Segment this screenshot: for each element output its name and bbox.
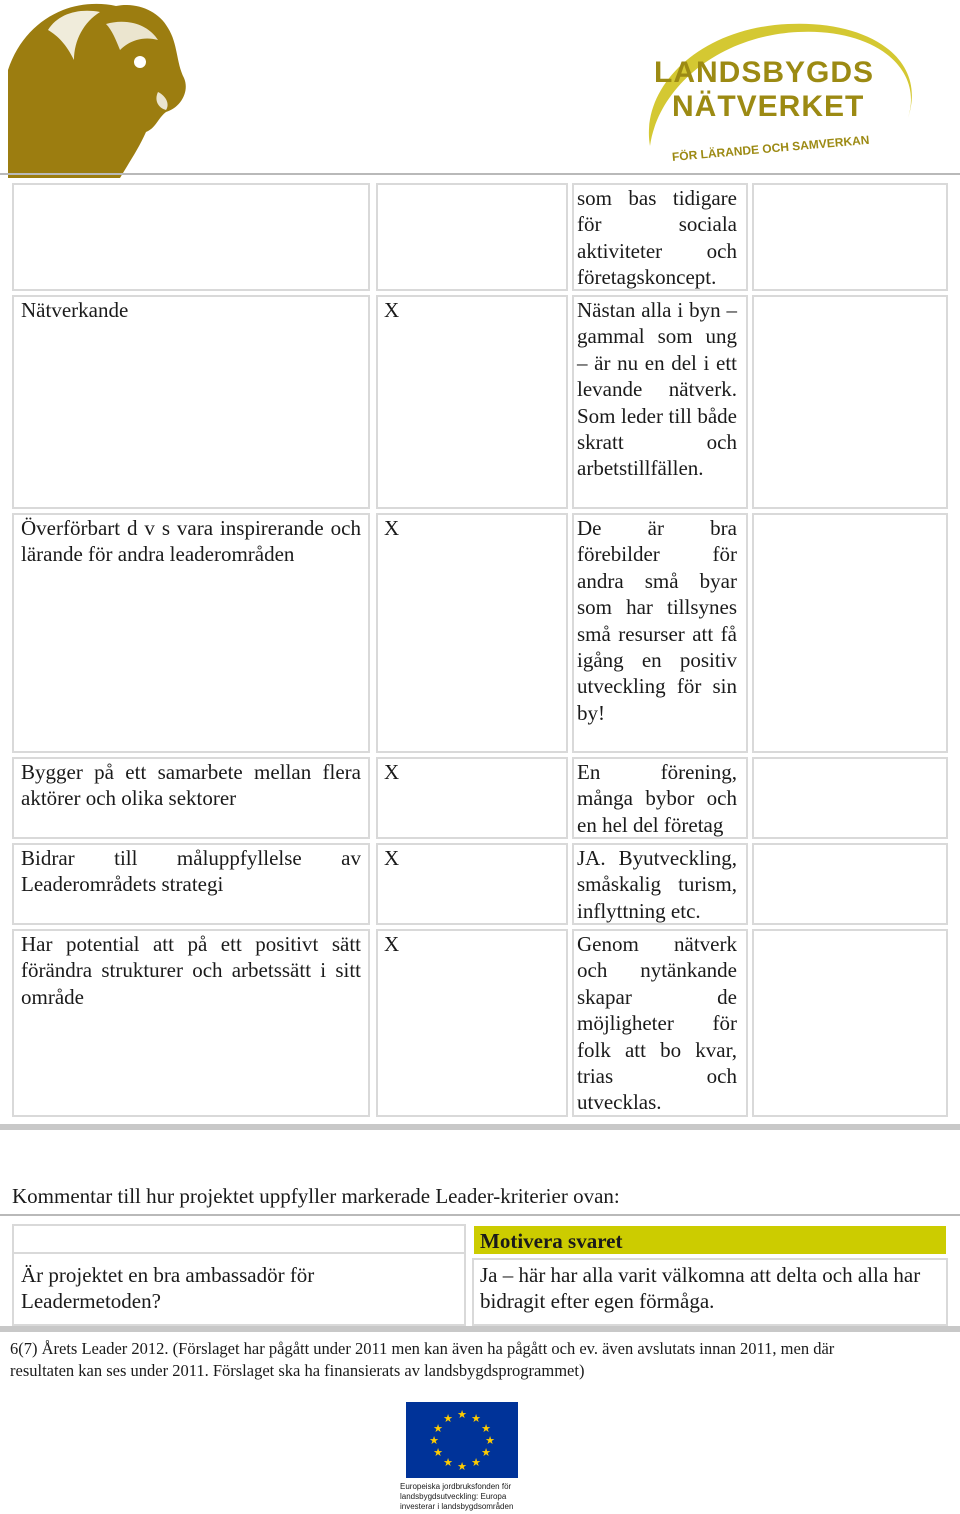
empty-cell — [752, 295, 948, 509]
eu-logo — [400, 1402, 524, 1514]
mark-cell — [376, 295, 568, 509]
motivation-text: Nästan alla i byn – gammal som ung – är nu en del i ett levande nätverk. Som leder till både skratt och arbetstillfällen. — [577, 298, 737, 481]
motivation-text: som bas tidigare för sociala aktiviteter och företagskoncept. — [577, 186, 737, 290]
footer-note: 6(7) Årets Leader 2012. (Förslaget har pågått under 2011 men kan även ha pågått och ev. även avslutats innan 2011, men där resultaten kan ses under 2011. Förslaget ska ha finansierats av landsbygdsprogrammet) — [10, 1339, 835, 1380]
criteria-table — [0, 173, 960, 1130]
svg-text:★: ★ — [433, 1422, 443, 1435]
mark-text: X — [384, 846, 400, 870]
criterion-text: Bygger på ett samarbete mellan flera aktörer och olika sektorer — [21, 760, 361, 811]
motivation-text: Genom nätverk och nytänkande skapar de möjligheter för folk att bo kvar, trias och utvecklas. — [577, 932, 737, 1115]
motivation-text: JA. Byutveckling, småskalig turism, inflyttning etc. — [577, 846, 737, 923]
ambassador-table — [0, 1214, 960, 1332]
eu-stars-icon — [406, 1402, 518, 1478]
svg-text:★: ★ — [457, 1408, 467, 1421]
ambassador-question: Är projektet en bra ambassadör för Leadermetoden? — [21, 1263, 315, 1314]
table-row — [0, 757, 960, 843]
svg-text:★: ★ — [443, 1412, 453, 1425]
mark-cell — [376, 183, 568, 291]
mark-text: X — [384, 516, 400, 540]
criterion-text: Har potential att på ett positivt sätt förändra strukturer och arbetssätt i sitt område — [21, 932, 361, 1009]
svg-text:★: ★ — [471, 1456, 481, 1469]
logo-line1: LANDSBYGDS — [654, 56, 875, 89]
mark-cell — [376, 757, 568, 839]
svg-text:★: ★ — [485, 1434, 495, 1447]
eu-flag-icon — [406, 1402, 518, 1478]
mark-text: X — [384, 760, 400, 784]
ambassador-answer: Ja – här har alla varit välkomna att delta och alla har bidragit efter egen förmåga. — [480, 1263, 921, 1314]
table-row — [0, 513, 960, 757]
empty-cell — [752, 757, 948, 839]
mark-cell — [376, 843, 568, 925]
criterion-cell — [12, 183, 370, 291]
criterion-text: Nätverkande — [21, 298, 129, 322]
empty-cell — [752, 183, 948, 291]
svg-text:★: ★ — [433, 1446, 443, 1459]
motivation-header: Motivera svaret — [480, 1229, 623, 1253]
logo-line2: NÄTVERKET — [672, 90, 865, 123]
empty-cell — [752, 929, 948, 1117]
mark-text: X — [384, 298, 400, 322]
landsbygdsnatverket-logo — [638, 18, 950, 180]
table-row — [0, 929, 960, 1121]
svg-text:★: ★ — [443, 1456, 453, 1469]
empty-cell — [752, 843, 948, 925]
svg-text:★: ★ — [471, 1412, 481, 1425]
motivation-text: En förening, många bybor och en hel del företag — [577, 760, 737, 837]
svg-text:★: ★ — [481, 1446, 491, 1459]
motivation-text: De är bra förebilder för andra små byar som har tillsynes små resurser att få igång en positiv utveckling för sin by! — [577, 516, 737, 725]
mark-text: X — [384, 932, 400, 956]
logo-tagline: FÖR LÄRANDE OCH SAMVERKAN — [671, 132, 870, 164]
svg-text:★: ★ — [429, 1434, 439, 1447]
ram-head-logo-icon — [8, 0, 188, 178]
svg-text:★: ★ — [457, 1460, 467, 1473]
svg-text:★: ★ — [481, 1422, 491, 1435]
table-row — [0, 843, 960, 929]
criterion-text: Bidrar till måluppfyllelse av Leaderområdets strategi — [21, 846, 361, 897]
mark-cell — [376, 513, 568, 753]
table-row — [0, 183, 960, 295]
criterion-cell — [12, 295, 370, 509]
empty-cell — [752, 513, 948, 753]
criterion-text: Överförbart d v s vara inspirerande och lärande för andra leaderområden — [21, 516, 361, 567]
mark-cell — [376, 929, 568, 1117]
comment-title: Kommentar till hur projektet uppfyller markerade Leader-kriterier ovan: — [12, 1184, 620, 1208]
eu-caption: Europeiska jordbruksfonden för landsbygdsutveckling: Europa investerar i landsbygdsområden — [400, 1482, 514, 1511]
question-header-cell — [12, 1224, 466, 1254]
table-row — [0, 295, 960, 513]
